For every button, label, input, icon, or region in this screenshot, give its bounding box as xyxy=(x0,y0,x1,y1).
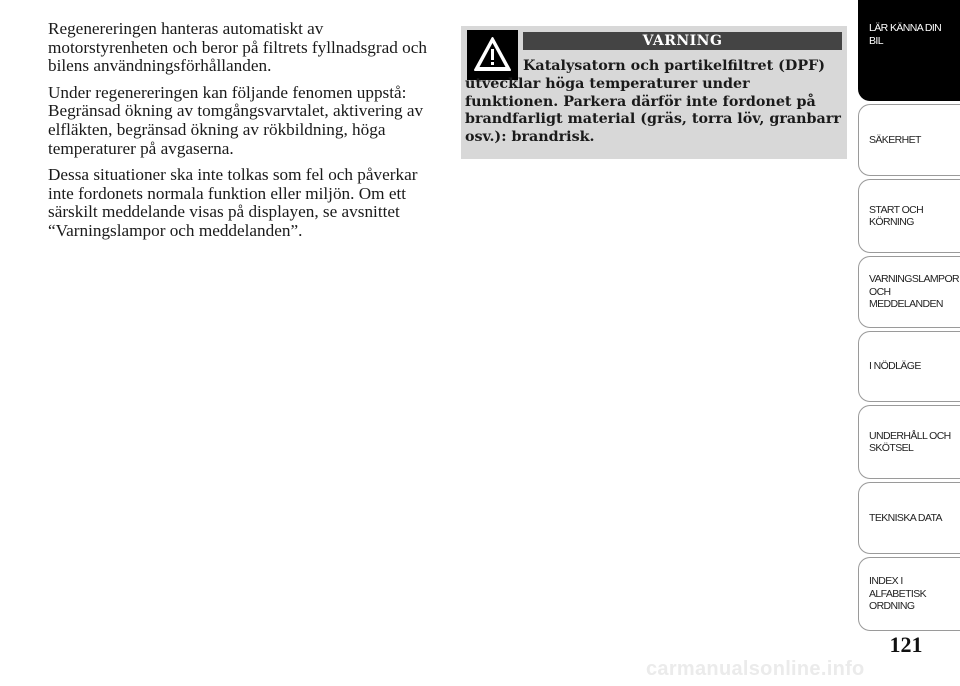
tab-label: VARNINGSLAMPOR OCH MEDDELANDEN xyxy=(869,273,960,311)
chapter-tabs xyxy=(858,0,960,640)
warning-text: Katalysatorn och partikelfiltret (DPF) utvecklar höga temperaturer under funktionen. Parkera därför inte fordonet på brandfarligt material (gräs, torra löv, granbarr osv.): brandrisk. xyxy=(465,58,841,146)
tab-label: UNDERHÅLL OCH SKÖTSEL xyxy=(869,429,951,454)
page-number: 121 xyxy=(889,632,923,657)
paragraph-regeneration: Regenereringen hanteras automatiskt av motorstyrenheten och beror på filtrets fyllnadsgrad och bilens användningsförhållanden. xyxy=(48,19,427,76)
tab-label: START OCH KÖRNING xyxy=(869,203,924,228)
tab-index[interactable] xyxy=(858,557,960,631)
warning-box xyxy=(461,26,847,159)
tab-label: I NÖDLÄGE xyxy=(869,360,921,373)
body-text-column xyxy=(48,20,440,249)
tab-label: SÄKERHET xyxy=(869,133,921,146)
paragraph-situations: Dessa situationer ska inte tolkas som fel och påverkar inte fordonets normala funktion eller miljön. Om ett särskilt meddelande visas på displayen, se avsnittet “Varningslampor och meddelanden”. xyxy=(48,165,418,240)
watermark: carmanualsonline.info xyxy=(646,658,865,680)
tab-varningslampor[interactable] xyxy=(858,256,960,328)
tab-i-nodlage[interactable] xyxy=(858,331,960,402)
tab-tekniska-data[interactable] xyxy=(858,482,960,554)
tab-start-och-korning[interactable] xyxy=(858,179,960,253)
warning-title: VARNING xyxy=(523,32,842,50)
paragraph-phenomena: Under regenereringen kan följande fenomen uppstå: Begränsad ökning av tomgångsvarvtalet, aktivering av elfläkten, begränsad ökning av rökbildning, höga temperaturer på avgaserna. xyxy=(48,82,424,158)
tab-label: INDEX I ALFABETISK ORDNING xyxy=(869,575,927,613)
tab-underhall-och-skotsel[interactable] xyxy=(858,405,960,479)
tab-sakerhet[interactable] xyxy=(858,104,960,176)
tab-lar-kanna-din-bil[interactable] xyxy=(858,0,960,101)
tab-label: TEKNISKA DATA xyxy=(869,511,942,524)
tab-label: LÄR KÄNNA DIN BIL xyxy=(869,22,942,47)
